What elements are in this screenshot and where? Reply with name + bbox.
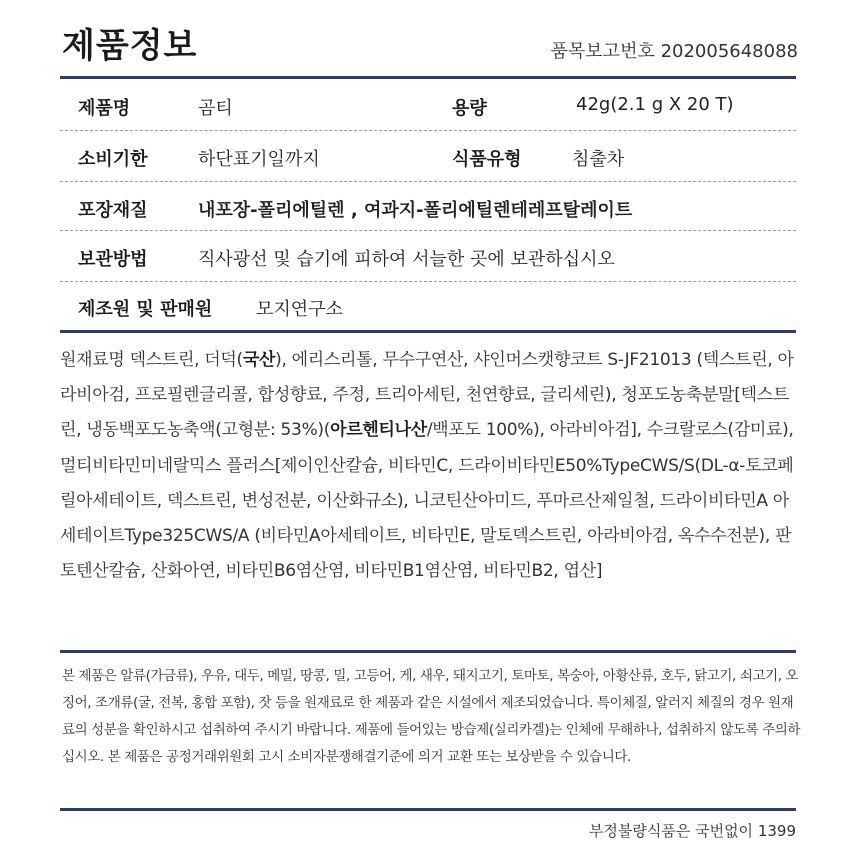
product-name-value: 곰티 — [198, 98, 233, 119]
capacity-value: 42g(2.1 g X 20 T) — [576, 94, 734, 115]
section-rule — [60, 650, 796, 653]
report-number: 품목보고번호 202005648088 — [550, 41, 798, 62]
food-type-value: 침출차 — [572, 149, 625, 170]
top-rule — [60, 76, 796, 79]
product-name-label: 제품명 — [78, 98, 131, 119]
footer-hotline: 부정불량식품은 국번없이 1399 — [588, 822, 796, 840]
ingredients-part: ), 에리스리톨, 무수구연산, 샤인머스캣향코트 S-JF21013 (텍스트린, 아라비아검, 프로필렌글리콜, 합성향료, 주정, 트리아세틴, 천연향료, 글리세린), 청포도농축분말[텍스트린, 냉동백포도농축액(고형분: 53%)( — [60, 350, 794, 441]
info-row-packaging — [60, 184, 796, 234]
row-divider — [60, 130, 796, 131]
info-row-manufacturer — [60, 283, 796, 333]
storage-value: 직사광선 및 습기에 피하여 서늘한 곳에 보관하십시오 — [198, 249, 615, 270]
info-row-expiry — [60, 133, 796, 183]
packaging-value: 내포장-폴리에틸렌 , 여과지-폴리에틸렌테레프탈레이트 — [198, 200, 633, 221]
ingredients-part: /백포도 100%), 아라비아검], 수크랄로스(감미료), 멀티비타민미네랄믹스 플러스[제이인산칼슘, 비타민C, 드라이비타민E50%TypeCWS/S(DL-α-토코페릴아세테이트, 덱스트린, 변성전분, 이산화규소), 니코틴산아미드, 푸마르산제일철, 드라이비타민A 아세테이트Type325CWS/A (비타민A아세테이트, 비타민E, 말토덱스트린, 아라비아검, 옥수수전분), 판토텐산칼슘, 산화아연, 비타민B6염산염, 비타민B1염산염, 비타민B2, 엽산] — [60, 420, 794, 582]
allergen-notice: 본 제품은 알류(가금류), 우유, 대두, 메밀, 땅콩, 밀, 고등어, 게, 새우, 돼지고기, 토마토, 복숭아, 아황산류, 호두, 닭고기, 쇠고기, 오징어, 조개류(굴, 전복, 홍합 포함), 잣 등을 원재료로 한 제품과 같은 시설에서 제조되었습니다. 특이체질, 알러지 체질의 경우 원재료의 성분을 확인하시고 섭취하여 주시기 바랍니다. 제품에 들어있는 방습제(실리카겔)는 인체에 무해하나, 섭취하지 않도록 주의하십시오. 본 제품은 공정거래위원회 고시 소비자분쟁해결기준에 의거 교환 또는 보상받을 수 있습니다. — [62, 668, 801, 765]
bottom-rule — [60, 808, 796, 811]
packaging-label: 포장재질 — [78, 200, 148, 221]
section-rule — [60, 330, 796, 333]
manufacturer-label: 제조원 및 판매원 — [78, 299, 213, 320]
row-divider — [60, 181, 796, 182]
ingredients-part: 원재료명 덱스트린, 더덕( — [60, 350, 243, 370]
row-divider — [60, 230, 796, 231]
expiry-label: 소비기한 — [78, 149, 148, 170]
ingredients-origin: 국산 — [242, 350, 276, 370]
capacity-label: 용량 — [452, 98, 487, 119]
expiry-value: 하단표기일까지 — [198, 149, 320, 170]
storage-label: 보관방법 — [78, 249, 148, 270]
info-row-product — [60, 82, 796, 132]
ingredients-origin: 아르헨티나산 — [330, 420, 427, 441]
food-type-label: 식품유형 — [452, 149, 522, 170]
page-title: 제품정보 — [62, 26, 198, 66]
manufacturer-value: 모지연구소 — [256, 299, 343, 320]
row-divider — [60, 281, 796, 282]
info-row-storage — [60, 233, 796, 283]
ingredients-text — [60, 343, 800, 589]
